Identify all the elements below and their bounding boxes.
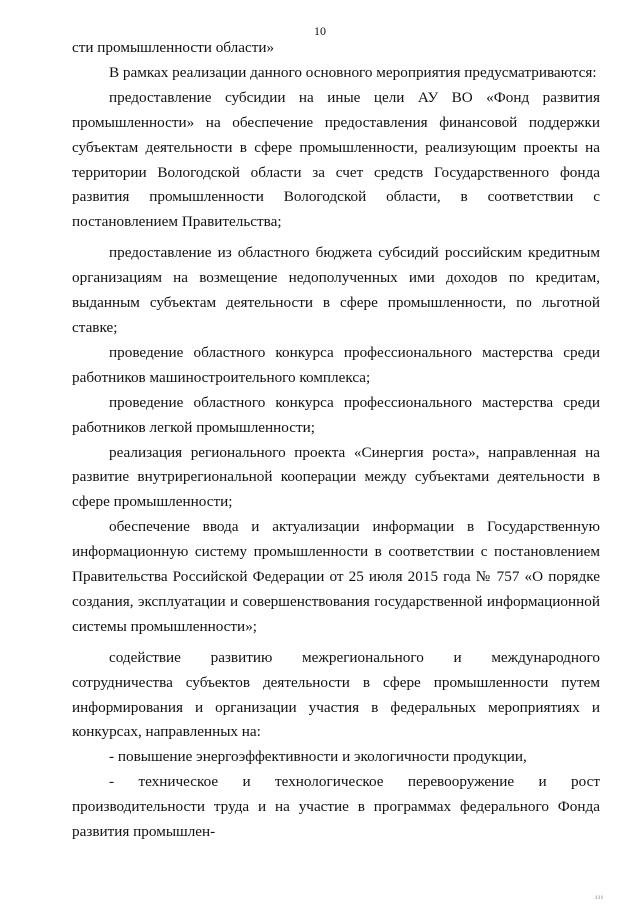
- paragraph-contest-machine-building: проведение областного конкурса профессионального мастерства среди работников машиностроительного комплекса;: [72, 343, 600, 386]
- list-item-modernization: - техническое и технологическое перевооружение и рост производительности труда и на участие в программах федерального Фонда развития промышлен-: [72, 773, 600, 841]
- paragraph-intro: В рамках реализации данного основного мероприятия предусматриваются:: [109, 63, 597, 81]
- page-number: 10: [314, 24, 326, 38]
- paragraph-information-system: обеспечение ввода и актуализации информации в Государственную информационную систему промышленности в соответствии с постановлением Правительства Российской Федерации от 25 июля 2015 года № 757 «О порядке создания, эксплуатации и совершенствования государственной информационной системы промышленности»;: [72, 518, 600, 635]
- list-item-energy-efficiency: - повышение энергоэффективности и экологичности продукции,: [109, 748, 527, 766]
- paragraph-subsidy-fund: предоставление субсидии на иные цели АУ ВО «Фонд развития промышленности» на обеспечение предоставления финансовой поддержки субъектам деятельности в сфере промышленности, реализующим проекты на территории Вологодской области за счет средств Государственного фонда развития промышленности Вологодской области, в соответствии с постановлением Правительства;: [72, 88, 600, 231]
- paragraph-contest-light-industry: проведение областного конкурса профессионального мастерства среди работников легкой промышленности;: [72, 393, 600, 436]
- paragraph-synergy-project: реализация регионального проекта «Синергия роста», направленная на развитие внутрирегиональной кооперации между субъектами деятельности в сфере промышленности;: [72, 443, 600, 511]
- body-text: [72, 36, 600, 845]
- paragraph-cooperation: содействие развитию межрегионального и международного сотрудничества субъектов деятельности в сфере промышленности путем информирования и организации участия в федеральных мероприятиях и конкурсах, направленных на:: [72, 648, 600, 741]
- scan-mark: ııı: [595, 893, 604, 901]
- paragraph-continuation: сти промышленности области»: [72, 39, 275, 56]
- paragraph-subsidy-credit: предоставление из областного бюджета субсидий российским кредитным организациям на возмещение недополученных ими доходов по кредитам, выданным субъектам деятельности в сфере промышленности, по льготной ставке;: [72, 244, 600, 336]
